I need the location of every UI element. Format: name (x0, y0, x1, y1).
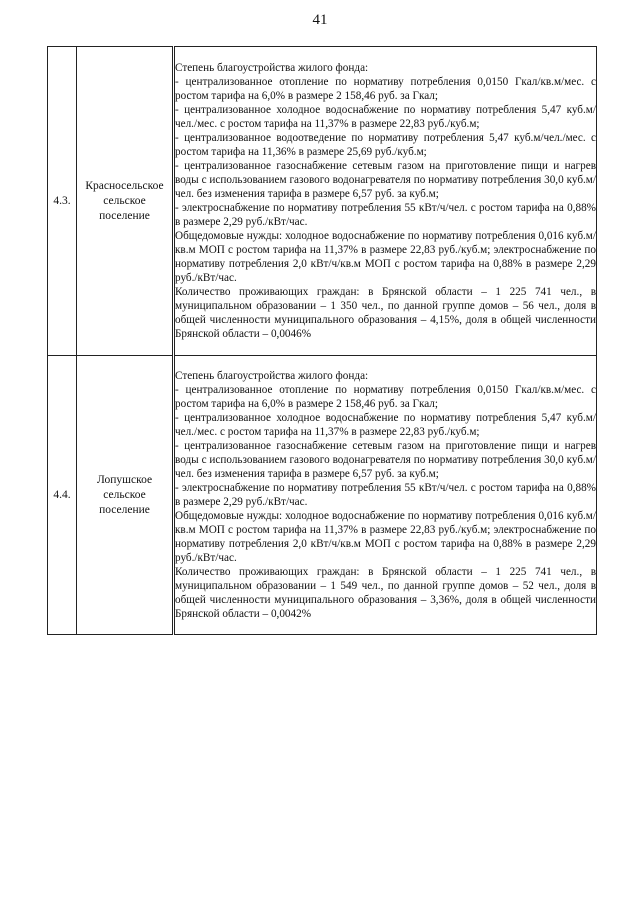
settlement-name (77, 47, 174, 356)
paragraph: - централизованное холодное водоснабжение по нормативу потребления 5,47 куб.м/чел./мес. с ростом тарифа на 11,37% в размере 22,83 руб./куб.м; (175, 411, 596, 438)
paragraph: Степень благоустройства жилого фонда: (175, 61, 369, 74)
settlement-name-line: сельское (103, 194, 146, 207)
settlement-name (77, 356, 174, 635)
settlement-name-line: Лопушское (96, 473, 153, 486)
settlement-name-line: Красносельское (85, 179, 164, 192)
paragraph: - централизованное водоотведение по нормативу потребления 5,47 куб.м/чел./мес. с ростом тарифа на 11,36% в размере 25,69 руб./куб.м; (175, 131, 596, 158)
page-number: 41 (312, 12, 328, 28)
paragraph: - электроснабжение по нормативу потребления 55 кВт/ч/чел. с ростом тарифа на 0,88% в размере 2,29 руб./кВт/час. (175, 202, 596, 229)
table-row (48, 356, 597, 635)
paragraph: Общедомовые нужды: холодное водоснабжение по нормативу потребления 0,016 куб.м/кв.м МОП с ростом тарифа на 11,37% в размере 22,83 руб./куб.м; электроснабжение по нормативу потребления 2,0 кВт/ч/кв.м МОП с ростом тарифа на 0,88% в размере 2,29 руб./кВт/час. (175, 230, 596, 285)
paragraph: - централизованное газоснабжение сетевым газом на приготовление пищи и нагрев воды с использованием газового водонагревателя по нормативу потребления 30,0 куб.м/чел. без изменения тарифа в размере 6,57 руб. за куб.м; (175, 159, 596, 200)
paragraph: Количество проживающих граждан: в Брянской области – 1 225 741 чел., в муниципальном образовании – 1 350 чел., по данной группе домов – 56 чел., доля в общей численности муниципального образования – 4,15%, доля в общей численности Брянской области – 0,0046% (175, 286, 596, 341)
tariff-table (47, 46, 597, 635)
row-number: 4.4. (48, 356, 77, 635)
paragraph: - централизованное отопление по нормативу потребления 0,0150 Гкал/кв.м/мес. с ростом тарифа на 6,0% в размере 2 158,46 руб. за Гкал; (175, 75, 596, 102)
row-number: 4.3. (48, 47, 77, 356)
table-row (48, 47, 597, 356)
description-cell (174, 356, 597, 635)
paragraph: Количество проживающих граждан: в Брянской области – 1 225 741 чел., в муниципальном образовании – 1 549 чел., по данной группе домов – 52 чел., доля в общей численности муниципального образования – 3,36%, доля в общей численности Брянской области – 0,0042% (175, 566, 596, 621)
paragraph: - централизованное холодное водоснабжение по нормативу потребления 5,47 куб.м/чел./мес. с ростом тарифа на 11,37% в размере 22,83 руб./куб.м; (175, 103, 596, 130)
settlement-name-line: поселение (99, 503, 150, 516)
description-cell (174, 47, 597, 356)
settlement-name-line: сельское (103, 488, 146, 501)
paragraph: - электроснабжение по нормативу потребления 55 кВт/ч/чел. с ростом тарифа на 0,88% в размере 2,29 руб./кВт/час. (175, 481, 596, 508)
paragraph: Общедомовые нужды: холодное водоснабжение по нормативу потребления 0,016 куб.м/кв.м МОП с ростом тарифа на 11,37% в размере 22,83 руб./куб.м; электроснабжение по нормативу потребления 2,0 кВт/ч/кв.м МОП с ростом тарифа на 0,88% в размере 2,29 руб./кВт/час. (175, 510, 596, 565)
paragraph: Степень благоустройства жилого фонда: (175, 369, 369, 382)
paragraph: - централизованное отопление по нормативу потребления 0,0150 Гкал/кв.м/мес. с ростом тарифа на 6,0% в размере 2 158,46 руб. за Гкал; (175, 383, 596, 410)
settlement-name-line: поселение (99, 209, 150, 222)
paragraph: - централизованное газоснабжение сетевым газом на приготовление пищи и нагрев воды с использованием газового водонагревателя по нормативу потребления 30,0 куб.м/чел. без изменения тарифа в размере 6,57 руб. за куб.м; (175, 439, 596, 480)
